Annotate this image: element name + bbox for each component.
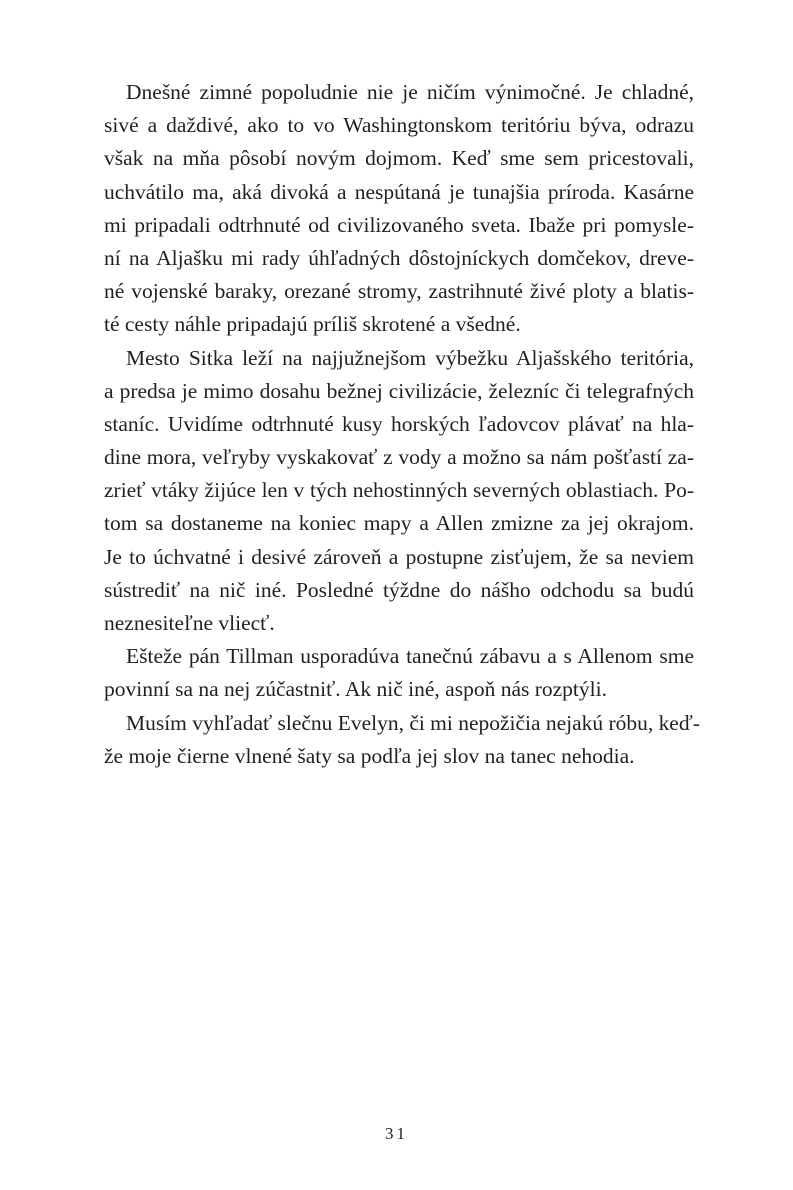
- text-line: však na mňa pôsobí novým dojmom. Keď sme sem pricestovali,: [104, 146, 694, 171]
- paragraph-2: [104, 342, 694, 641]
- paragraph-4: [104, 707, 700, 773]
- text-line: Mesto Sitka leží na najjužnejšom výbežku Aljašského teritória,: [126, 345, 694, 370]
- paragraph-1: [104, 76, 694, 342]
- text-line: sivé a daždivé, ako to vo Washingtonskom teritóriu býva, odrazu: [104, 113, 694, 138]
- text-line: neznesiteľne vliecť.: [104, 611, 275, 635]
- text-line: sústrediť na nič iné. Posledné týždne do nášho odchodu sa budú: [104, 577, 694, 602]
- text-line: a predsa je mimo dosahu bežnej civilizácie, železníc či telegrafných: [104, 378, 694, 403]
- text-line: tom sa dostaneme na koniec mapy a Allen zmizne za jej okrajom.: [104, 511, 694, 536]
- text-line: zrieť vtáky žijúce len v tých nehostinných severných oblastiach. Po-: [104, 478, 694, 503]
- text-line: Ešteže pán Tillman usporadúva tanečnú zábavu a s Allenom sme: [126, 644, 694, 669]
- text-line: té cesty náhle pripadajú príliš skrotené a všedné.: [104, 312, 521, 337]
- body-text: [104, 76, 700, 773]
- text-line: dine mora, veľryby vyskakovať z vody a možno sa nám pošťastí za-: [104, 445, 694, 470]
- text-line: mi pripadali odtrhnuté od civilizovaného sveta. Ibaže pri pomysle-: [104, 212, 694, 237]
- text-line: povinní sa na nej zúčastniť. Ak nič iné, aspoň nás rozptýli.: [104, 677, 607, 702]
- text-line: ní na Aljašku mi rady úhľadných dôstojníckych domčekov, dreve-: [104, 245, 694, 270]
- text-line: staníc. Uvidíme odtrhnuté kusy horských ľadovcov plávať na hla-: [104, 411, 694, 436]
- text-line: né vojenské baraky, orezané stromy, zastrihnuté živé ploty a blatis-: [104, 279, 694, 304]
- text-line: že moje čierne vlnené šaty sa podľa jej slov na tanec nehodia.: [104, 743, 635, 768]
- text-line: Je to úchvatné i desivé zároveň a postupne zisťujem, že sa neviem: [104, 544, 694, 569]
- text-line: uchvátilo ma, aká divoká a nespútaná je tunajšia príroda. Kasárne: [104, 179, 694, 204]
- page-number: 31: [385, 1124, 408, 1143]
- text-line: Dnešné zimné popoludnie nie je ničím výnimočné. Je chladné,: [126, 80, 694, 104]
- paragraph-3: [104, 640, 694, 706]
- text-line: Musím vyhľadať slečnu Evelyn, či mi nepožičia nejakú róbu, keď-: [126, 710, 700, 735]
